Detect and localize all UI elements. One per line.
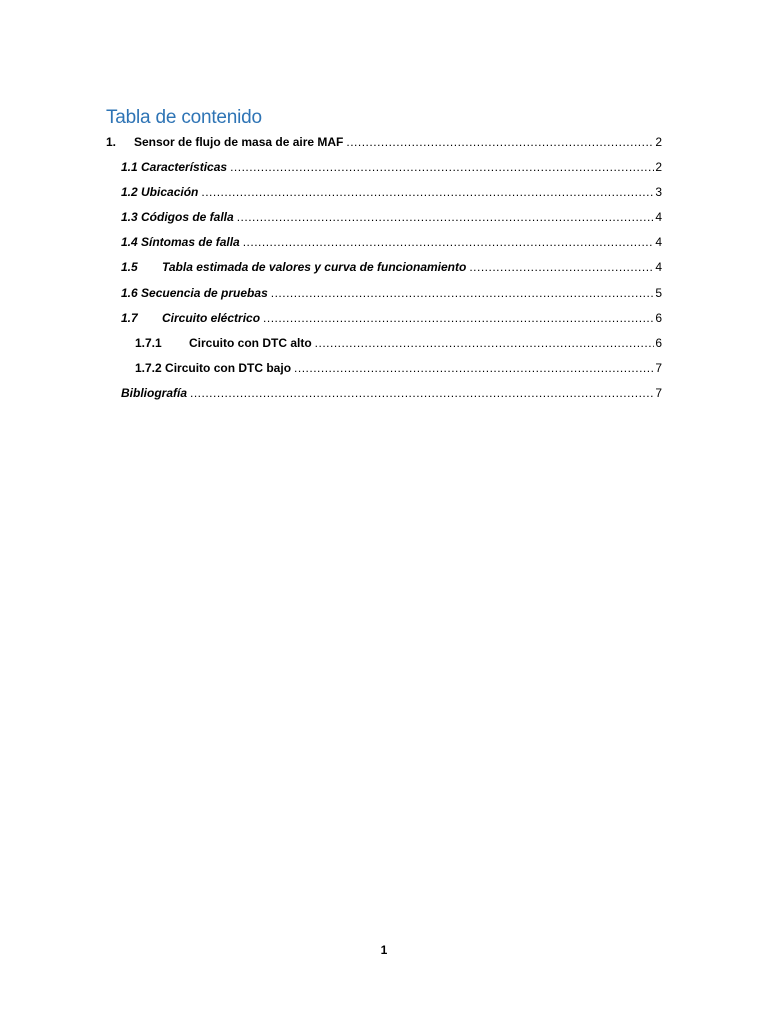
toc-leader-dots [469, 260, 654, 274]
toc-entry-1-2[interactable] [121, 185, 662, 205]
page-number: 1 [380, 943, 388, 957]
toc-entry-page: 7 [655, 386, 662, 400]
toc-entry-text: Circuito con DTC alto [189, 336, 312, 350]
toc-entry-page: 2 [655, 160, 662, 174]
toc-entry-page: 4 [655, 235, 662, 249]
toc-leader-dots [230, 160, 654, 174]
toc-entry-1-3[interactable] [121, 210, 662, 230]
toc-entry-1-5[interactable] [121, 260, 662, 280]
toc-entry-text: Bibliografía [121, 386, 188, 400]
toc-entry-bibliografia[interactable] [121, 386, 662, 406]
toc-entry-text: 1.2 Ubicación [121, 185, 199, 199]
toc-leader-dots [237, 210, 655, 224]
toc-entry-page: 4 [655, 210, 662, 224]
toc-title: Tabla de contenido [106, 107, 262, 128]
toc-leader-dots [346, 135, 654, 149]
toc-entry-number: 1. [106, 135, 117, 149]
toc-entry-page: 6 [655, 311, 662, 325]
toc-entry-1-7-2[interactable] [135, 361, 662, 381]
toc-entry-page: 3 [655, 185, 662, 199]
toc-leader-dots [271, 286, 655, 300]
toc-leader-dots [190, 386, 654, 400]
toc-leader-dots [201, 185, 654, 199]
toc-entry-1-6[interactable] [121, 286, 662, 306]
toc-entry-1-4[interactable] [121, 235, 662, 255]
toc-leader-dots [315, 336, 655, 350]
toc-entry-1-1[interactable] [121, 160, 662, 180]
toc-entry-number: 1.7.1 [135, 336, 162, 350]
toc-entry-text: 1.4 Síntomas de falla [121, 235, 240, 249]
toc-entry-1[interactable] [106, 135, 662, 155]
toc-leader-dots [263, 311, 654, 325]
toc-entry-page: 6 [655, 336, 662, 350]
toc-entry-text: Circuito eléctrico [162, 311, 261, 325]
toc-entry-page: 4 [655, 260, 662, 274]
toc-entry-text: 1.6 Secuencia de pruebas [121, 286, 268, 300]
toc-entry-number: 1.5 [121, 260, 138, 274]
toc-entry-1-7-1[interactable] [135, 336, 662, 356]
toc-entry-text: Sensor de flujo de masa de aire MAF [134, 135, 344, 149]
toc-entry-text: 1.7.2 Circuito con DTC bajo [135, 361, 292, 375]
toc-entry-text: 1.3 Códigos de falla [121, 210, 234, 224]
toc-entry-number: 1.7 [121, 311, 138, 325]
toc-entry-1-7[interactable] [121, 311, 662, 331]
toc-entry-page: 7 [655, 361, 662, 375]
toc-entry-page: 2 [655, 135, 662, 149]
toc-entry-text: Tabla estimada de valores y curva de funcionamiento [162, 260, 467, 274]
toc-leader-dots [294, 361, 654, 375]
toc-entry-text: 1.1 Características [121, 160, 228, 174]
toc-entry-page: 5 [655, 286, 662, 300]
toc-leader-dots [243, 235, 655, 249]
